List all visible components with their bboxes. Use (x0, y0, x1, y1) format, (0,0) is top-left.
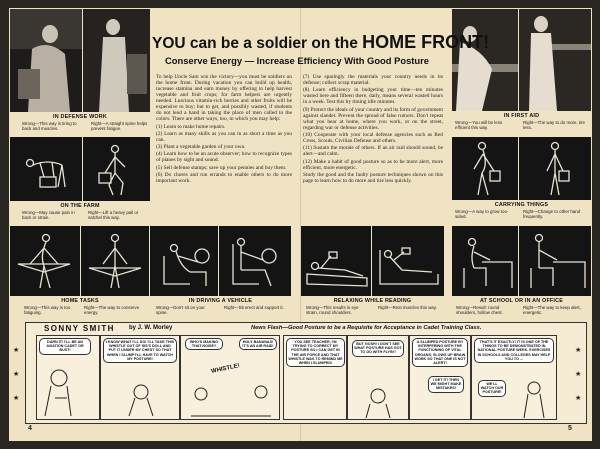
body-paragraph: Study the good and the faulty posture techniques shown on this page to learn how to do more and tire less quickly. (303, 171, 443, 184)
caption-first-aid-right: Right—The way to do more, tire less. (523, 120, 585, 130)
caption-carrying-wrong: Wrong—A way to grow too-sided. (455, 209, 509, 219)
page-subhead: Conserve Energy — Increase Efficiency With Good Posture (164, 55, 430, 66)
comic-panel-1 (36, 335, 100, 420)
section-title-school: AT SCHOOL OR IN AN OFFICE (479, 298, 564, 304)
headline-emphasis: HOME FRONT! (362, 32, 490, 52)
body-paragraph: (7) Use sparingly the materials your country needs in its defense; collect scrap material. (303, 74, 443, 87)
section-title-vehicle: IN DRIVING A VEHICLE (188, 298, 253, 304)
body-column-left (156, 74, 292, 185)
comic-panel-3 (180, 335, 280, 420)
caption-vehicle-right: Right—Sit erect and support it. (224, 305, 284, 310)
photo-vehicle-wrong (150, 226, 218, 296)
caption-carrying-right: Right—Change to other hand frequently. (523, 209, 581, 219)
photo-reading-right (372, 226, 444, 296)
caption-farm-right: Right—Lift a heavy pail or satchel this way. (88, 210, 139, 220)
body-paragraph: (12) Make a habit of good posture so as to be more alert, more efficient, more energetic. (303, 158, 443, 171)
page-headline (152, 32, 490, 53)
speech-bubble: WE'LL WATCH OUR POSTURE! (478, 380, 506, 397)
comic-byline: by J. W. Morley (129, 325, 173, 331)
photo-home-tasks-wrong (10, 226, 80, 296)
star-ornament: ★ (575, 395, 582, 402)
speech-bubble: BUT GOSH! I DON'T SEE WHAT POSTURE HAS GOT TO DO WITH FLYIN'! (352, 340, 404, 357)
caption-school-right: Right—The way to keep alert, energetic. (523, 305, 581, 315)
caption-farm-wrong: Wrong—May cause pain in back or strain. (22, 210, 75, 220)
body-paragraph: (9) Protect the ideals of your country and its form of government against slander. Prevent the spread of false rumors. Don't repeat what you hear at home, where you work, or on the street, regarding war or defense activities. (303, 106, 443, 131)
photo-carrying-right (519, 137, 591, 200)
speech-bubble: I GET IT! THEN WE MIGHT MAKE MISTAKES! (428, 376, 464, 393)
speech-bubble: HOLY BANANAS! IT'S AN AIR RAID! (239, 338, 277, 350)
photo-defense-wrong (10, 9, 82, 112)
section-title-defense-work: IN DEFENSE WORK (53, 114, 107, 120)
photo-first-aid-right (519, 9, 591, 111)
star-ornament: ★ (575, 347, 582, 354)
photo-school-right (519, 226, 591, 296)
body-paragraph: (6) Do chores and run errands to enable others to do more important work. (156, 171, 292, 184)
caption-reading-wrong: Wrong—This results in eye strain, round shoulders. (306, 305, 359, 315)
body-paragraph: (10) Cooperate with your local defense agencies such as Red Cross, Scouts, Civilian Defense and others. (303, 131, 443, 145)
comic-title-bar (22, 323, 584, 334)
caption-reading-right: Right—Rest muscles this way. (378, 305, 437, 310)
speech-bubble: WHO'S MAKING THAT NOISE? (185, 338, 223, 350)
caption-home-wrong: Wrong—This way is too fatiguing. (24, 305, 71, 315)
section-title-carrying: CARRYING THINGS (494, 202, 549, 208)
star-ornament: ★ (13, 371, 20, 378)
body-paragraph: (5) Sell defense stamps; save up your pennies and buy them. (156, 164, 287, 171)
comic-panel-4 (283, 335, 347, 420)
section-title-first-aid: IN FIRST AID (503, 113, 540, 119)
speech-bubble: DARN IT! I'LL BE AN AVIATION CADET OR BUST! (39, 338, 91, 355)
section-title-farm: ON THE FARM (60, 203, 100, 209)
photo-defense-right (83, 9, 150, 112)
star-ornament: ★ (575, 371, 582, 378)
body-paragraph: (11) Sustain the morale of others. If an air raid should sound, be alert—and calm. (303, 145, 443, 158)
comic-panel-7 (471, 335, 557, 420)
headline-prefix: YOU can be a soldier on the (152, 35, 363, 52)
body-paragraph: (2) Learn as many skills as you can in as short a time as you can. (156, 130, 292, 143)
photo-first-aid-wrong (452, 9, 518, 111)
comic-news-flash: News Flash—Good Posture to be a Requisite for Acceptance in Cadet Training Class. (251, 325, 482, 331)
section-title-reading: RELAXING WHILE READING (333, 298, 412, 304)
photo-farm-right (83, 137, 150, 201)
caption-home-right: Right—The way to conserve energy. (84, 305, 140, 315)
speech-bubble: THAT'S IT EXACTLY! IT IS ONE OF THE THINGS TO BE DEMONSTRATED IN NATIONAL POSTURE WEEK. EXERCISES IN SCHOOLS AND COLLEGES MAY HELP YOU TO ... (474, 338, 554, 363)
page-number-right: 5 (568, 425, 572, 432)
body-paragraph: (4) Learn how to be an acute observer; how to recognize types of planes by sight and sound. (156, 151, 292, 164)
photo-reading-wrong (301, 226, 371, 296)
speech-bubble: YOU SEE TEACHER, I'M TRYING TO CORRECT MY POSTURE SO I CAN GET IN THE AIR FORCE AND THAT WHISTLE WAS TO REMIND ME WHEN I SLUMPED! (286, 338, 345, 367)
comic-panel-6 (409, 335, 471, 420)
photo-farm-wrong (10, 137, 82, 201)
speech-bubble: A SLUMPED POSTURE BY INTERFERING WITH THE FUNCTIONING OF VITAL ORGANS, SLOWS UP BRAIN WORK SO THAT ONE IS NOT ALERT! (412, 338, 468, 367)
body-paragraph: (8) Learn efficiency in budgeting your time—ten minutes wasted here and fifteen there, daily, means several wasted hours in a week. Test this by timing idle minutes. (303, 87, 443, 106)
caption-school-wrong: Wrong—Result: round shoulders, hollow chest. (456, 305, 503, 315)
caption-vehicle-wrong: Wrong—Don't sit on your spine. (156, 305, 205, 315)
caption-defense-wrong: Wrong—This way is tiring to back and muscles. (22, 121, 77, 131)
photo-carrying-wrong (452, 137, 518, 200)
comic-title: SONNY SMITH (44, 324, 115, 333)
photo-school-wrong (452, 226, 518, 296)
star-ornament: ★ (13, 395, 20, 402)
caption-first-aid-wrong: Wrong—You will be less efficient this way. (455, 120, 503, 130)
caption-defense-right: Right—A straight spine helps prevent fatigue. (91, 121, 148, 131)
body-paragraph: (1) Learn to make home repairs. (156, 123, 226, 130)
whistle-sound-effect: WHISTLE! (210, 363, 241, 375)
speech-bubble: I KNOW WHAT I'LL DO! I'LL TAKE THIS WHISTLE OUT OF SIS'S DOLL AND PUT IT UNDER MY CHEST SO THAT WHEN I SLUMP I'LL HAVE TO WATCH MY POSTURE! (103, 338, 177, 363)
photo-vehicle-right (219, 226, 291, 296)
page-number-left: 4 (28, 425, 32, 432)
body-paragraph: To help Uncle Sam win the victory—you must be soldiers on the home front. During vacation you can build up health, increase stamina and earn money by offering to help harvest vegetable and fruit crops; for farm helpers are urgently needed. Luscious vitamin-rich berries and other fruits will be expensive to buy; but to get, and possibly wasted, if students do not lend a hand in taking the place of men called to the colors. There are other ways, too, in which you may help: (156, 74, 292, 123)
body-column-right (303, 74, 443, 185)
comic-panel-2 (100, 335, 180, 420)
comic-panel-5 (347, 335, 409, 420)
photo-home-tasks-right (81, 226, 149, 296)
section-title-home-tasks: HOME TASKS (61, 298, 99, 304)
star-ornament: ★ (13, 347, 20, 354)
body-paragraph: (3) Plant a vegetable garden of your own. (156, 144, 246, 151)
